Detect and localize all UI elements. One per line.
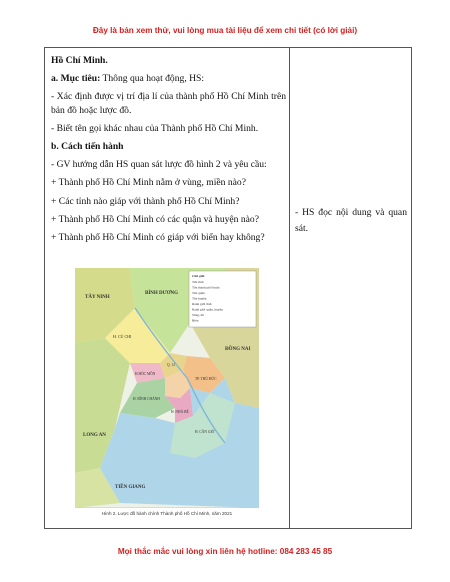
student-activity-cell: - HS đọc nội dung và quan sát. [295,207,407,234]
legend-title: Chú giải [192,274,205,278]
goal-text: Thông qua hoạt động, HS: [100,73,205,85]
method-item: + Thành phố Hồ Chí Minh có các quận và huyện nào? [51,213,259,225]
label-can-gio: H. CẦN GIỜ [195,430,215,434]
legend-item: Tên tỉnh [192,280,204,284]
map-figure [75,268,259,508]
hcm-administrative-map [75,268,259,518]
method-item: - GV hướng dẫn HS quan sát lược đồ hình 2 và yêu cầu: [51,159,267,171]
label-binh-duong: BÌNH DƯƠNG [145,291,179,296]
legend-item: Biển [192,318,199,323]
label-dong-nai: ĐỒNG NAI [225,347,251,352]
hotline-footer: Mọi thắc mắc vui lòng xin liên hệ hotline: 084 283 45 85 [117,547,333,556]
label-long-an: LONG AN [83,433,106,438]
teacher-activity-cell [51,54,286,249]
legend-item: Ranh giới quận, huyện [192,307,223,312]
goal-heading: a. Mục tiêu: [51,73,101,85]
method-item: + Các tỉnh nào giáp với thành phố Hồ Chí Minh? [51,195,240,207]
label-hoc-mon: H.HÓC MÔN [135,372,156,376]
preview-notice: Đây là bản xem thử, vui lòng mua tài liệu để xem chi tiết (có lời giải) [92,26,358,35]
goal-item: - Biết tên gọi khác nhau của Thành phố Hồ Chí Minh. [51,123,259,135]
label-tien-giang: TIỀN GIANG [115,485,146,490]
section-intro: Hồ Chí Minh. [51,55,108,66]
legend-item: Ranh giới tỉnh [192,302,212,306]
label-cu-chi: H. CỦ CHI [113,334,132,339]
column-divider [289,48,290,528]
label-thu-duc: TP. THỦ ĐỨC [195,377,217,381]
label-q12: Q. 12 [167,363,175,367]
method-heading: b. Cách tiến hành [51,141,124,153]
goal-paragraph [51,72,286,86]
lesson-table [44,47,412,529]
legend-item: Tên huyện [192,296,207,301]
goal-item: - Xác định được vị trí địa lí của thành phố Hồ Chí Minh trên bản đồ hoặc lược đồ. [51,91,286,117]
map-caption: Hình 2. Lược đồ hành chính Thành phố Hồ Chí Minh, năm 2021 [101,511,233,516]
label-binh-chanh: H. BÌNH CHÁNH [133,397,160,401]
method-item: + Thành phố Hồ Chí Minh có giáp với biển hay không? [51,231,265,243]
label-tay-ninh: TÂY NINH [85,295,110,300]
legend-item: Tên quận [192,291,205,295]
label-nha-be: H. NHÀ BÈ [171,410,189,414]
legend-item: Tên thành phố thuộc [192,285,220,290]
method-item: + Thành phố Hồ Chí Minh nằm ở vùng, miền nào? [51,177,246,189]
legend-item: Sông, hồ [192,313,205,317]
